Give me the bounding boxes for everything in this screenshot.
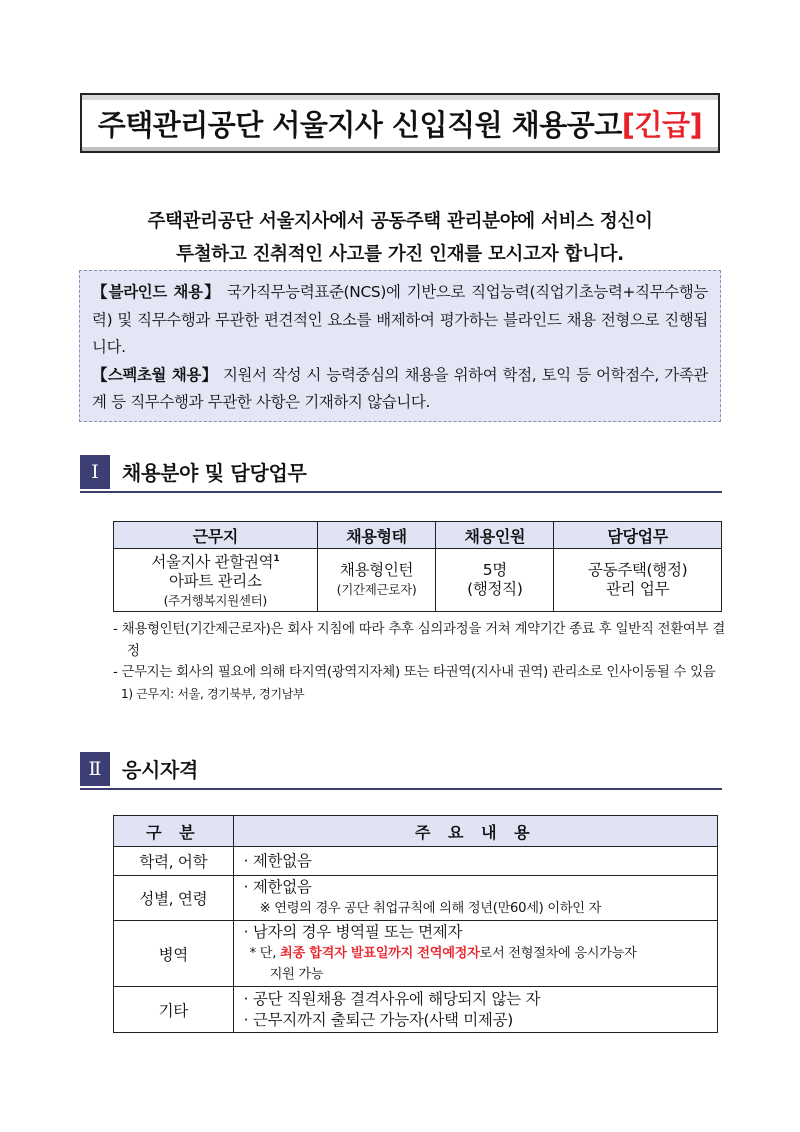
table-header-row <box>114 816 718 847</box>
intro-line-2: 투철하고 진취적인 사고를 가진 인재를 모시고자 합니다. <box>176 244 624 265</box>
section-1-title: 채용분야 및 담당업무 <box>122 461 307 485</box>
eligibility-table <box>113 815 718 1033</box>
cell-type <box>317 549 436 612</box>
type-line-1: 채용형인턴 <box>339 561 414 579</box>
table-row <box>114 847 718 876</box>
cell-duty <box>554 549 722 612</box>
content-line: · 근무지까지 출퇴근 가능자(사택 미제공) <box>243 1010 514 1029</box>
location-line-2: 아파트 관리소 <box>168 572 262 591</box>
header-type: 채용형태 <box>317 522 436 549</box>
intro-text <box>80 205 720 271</box>
count-line-2: (행정직) <box>467 580 523 598</box>
spec-hiring-paragraph <box>92 362 708 417</box>
spec-hiring-label: 【스펙초월 채용】 <box>92 365 218 384</box>
section-2-title: 응시자격 <box>122 758 199 782</box>
title-urgent-tag: [긴급] <box>621 107 703 142</box>
footnote: 1) 근무지: 서울, 경기북부, 경기남부 <box>121 686 305 701</box>
duty-line-1: 공동주택(행정) <box>587 561 688 579</box>
military-note-prefix: * 단, <box>249 946 281 961</box>
table-row <box>114 987 718 1033</box>
row-content-gender-age <box>233 876 717 921</box>
header-location: 근무지 <box>114 522 318 549</box>
content-line: · 남자의 경우 병역필 또는 면제자 <box>243 923 463 941</box>
title-main: 주택관리공단 서울지사 신입직원 채용공고 <box>97 107 622 142</box>
blind-hiring-paragraph <box>92 279 708 362</box>
cell-location <box>114 549 318 612</box>
spec-hiring-text: 지원서 작성 시 능력중심의 채용을 위하여 학점, 토익 등 어학점수, 가족관계 등 직무수행과 무관한 사항은 기재하지 않습니다. <box>92 365 708 412</box>
header-content: 주 요 내 용 <box>233 816 717 847</box>
content-line: · 제한없음 <box>243 878 312 896</box>
content-line: · 공단 직원채용 결격사유에 해당되지 않는 자 <box>243 989 541 1008</box>
table-row <box>114 876 718 921</box>
row-label-education: 학력, 어학 <box>114 847 234 876</box>
header-category: 구 분 <box>114 816 234 847</box>
row-label-military: 병역 <box>114 921 234 987</box>
notice-box <box>79 270 721 422</box>
blind-hiring-text: 국가직무능력표준(NCS)에 기반으로 직업능력(직업기초능력+직무수행능력) 및 직무수행과 무관한 편견적인 요소를 배제하여 평가하는 블라인드 채용 전형으로 진행됩니다. <box>92 283 708 357</box>
military-note-highlight: 최종 합격자 발표일까지 전역예정자 <box>280 946 480 961</box>
section-1-header <box>80 455 722 493</box>
cell-count <box>436 549 554 612</box>
row-label-gender-age: 성별, 연령 <box>114 876 234 921</box>
type-line-2: (기간제근로자) <box>336 582 417 597</box>
table-row <box>114 549 722 612</box>
note-item: - 근무지는 회사의 필요에 의해 타지역(광역지자체) 또는 타권역(지사내 권역) 관리소로 인사이동될 수 있음 <box>113 665 716 680</box>
military-note-suffix: 로서 전형절차에 응시가능자 <box>479 946 637 961</box>
table-header-row <box>114 522 722 549</box>
intro-line-1: 주택관리공단 서울지사에서 공동주택 관리분야에 서비스 정신이 <box>147 211 653 232</box>
section-1-number: Ⅰ <box>80 455 110 489</box>
header-duty: 담당업무 <box>554 522 722 549</box>
footnote-marker: 1 <box>273 553 280 564</box>
age-note: ※ 연령의 경우 공단 취업규칙에 의해 정년(만60세) 이하인 자 <box>259 901 602 916</box>
row-content-other <box>233 987 717 1033</box>
table-row <box>114 921 718 987</box>
row-content-education <box>233 847 717 876</box>
location-line-1: 서울지사 관할권역 <box>151 553 274 572</box>
military-note <box>244 943 711 964</box>
row-content-military <box>233 921 717 987</box>
count-line-1: 5명 <box>482 561 507 579</box>
row-label-other: 기타 <box>114 987 234 1033</box>
header-count: 채용인원 <box>436 522 554 549</box>
page-title <box>98 103 703 144</box>
content-line: · 제한없음 <box>243 851 312 870</box>
location-line-3: (주거행복지원센터) <box>163 593 267 609</box>
note-item: - 채용형인턴(기간제근로자)은 회사 지침에 따라 추후 심의과정을 거쳐 계약기간 종료 후 일반직 전환여부 결정 <box>113 622 725 659</box>
recruitment-table <box>113 521 722 612</box>
duty-line-2: 관리 업무 <box>605 580 670 598</box>
section-2-header <box>80 752 722 790</box>
section-2-number: Ⅱ <box>80 752 110 786</box>
title-box <box>80 93 720 153</box>
section-1-notes <box>113 619 725 705</box>
blind-hiring-label: 【블라인드 채용】 <box>92 283 221 301</box>
military-note-continued: 지원 가능 <box>269 967 324 982</box>
